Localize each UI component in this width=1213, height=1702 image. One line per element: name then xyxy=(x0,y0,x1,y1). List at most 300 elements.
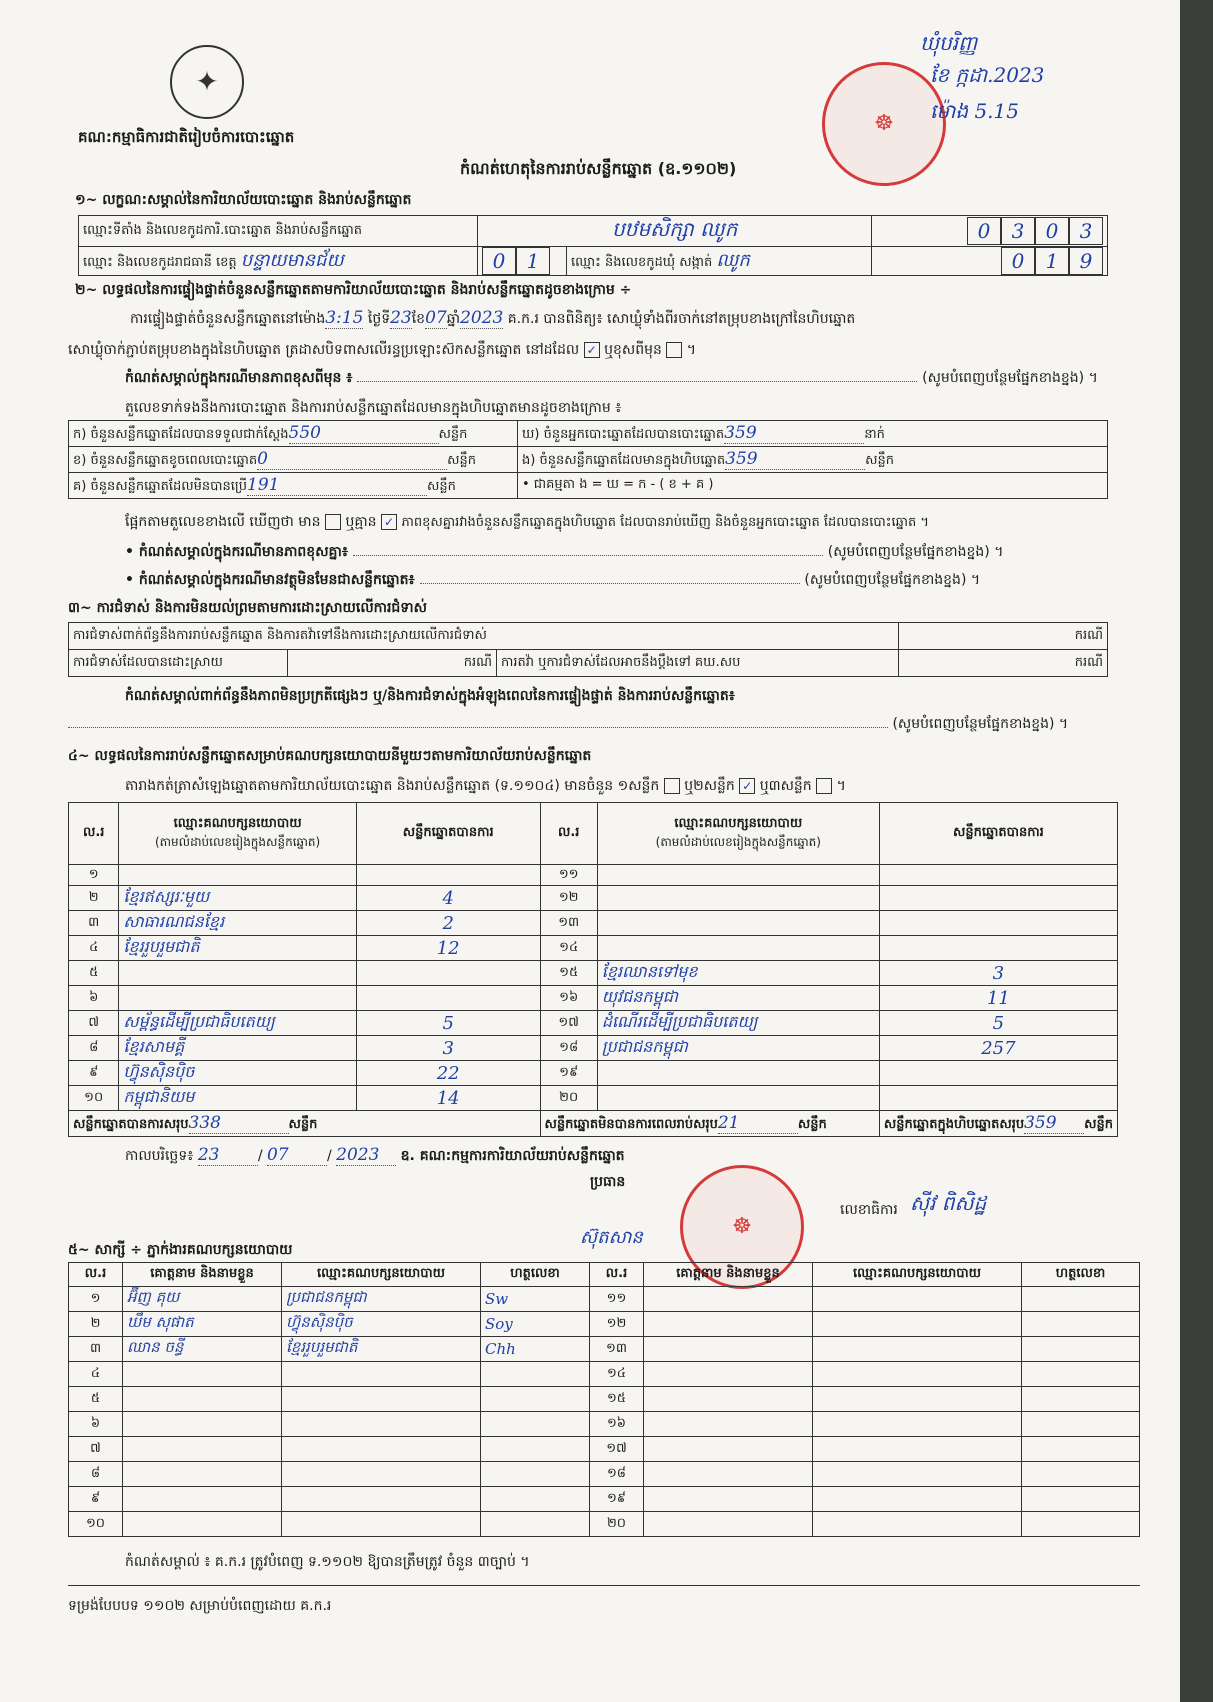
secretary-signature: ស៊ីវ ពិសិដ្ឋ xyxy=(910,1191,987,1215)
code-digit: 0 xyxy=(482,247,516,275)
party-votes: 5 xyxy=(356,1011,540,1036)
party-name xyxy=(597,1061,879,1086)
table-row xyxy=(69,1487,1140,1512)
witness-name xyxy=(644,1287,813,1312)
irregularity-dots xyxy=(68,727,888,728)
table-row xyxy=(69,1036,1118,1061)
row-no: ១៣ xyxy=(590,1337,644,1362)
witness-signature xyxy=(1022,1312,1140,1337)
party-votes: 22 xyxy=(356,1061,540,1086)
verify-month: 07 xyxy=(425,308,447,328)
row-no: ៩ xyxy=(69,1061,119,1086)
row-no: ២ xyxy=(69,886,119,911)
party-votes xyxy=(879,911,1117,936)
row-no: ៨ xyxy=(69,1036,119,1061)
table-row xyxy=(69,986,1118,1011)
total-invalid-value: 21 xyxy=(718,1113,798,1134)
row-no: ៥ xyxy=(69,961,119,986)
witness-signature: Chh xyxy=(481,1337,590,1362)
different-checkbox[interactable] xyxy=(666,342,682,358)
table-row xyxy=(69,1462,1140,1487)
witness-signature: Sw xyxy=(481,1287,590,1312)
w-col-no-right: ល.រ xyxy=(590,1263,644,1287)
unused-label: គ) ចំនួនសន្លឹកឆ្នោតដែលមិនបានប្រើ xyxy=(73,478,247,494)
commune-code xyxy=(872,247,1108,276)
witness-signature xyxy=(481,1362,590,1387)
party-votes: 12 xyxy=(356,936,540,961)
witness-signature xyxy=(1022,1412,1140,1437)
footer-form-id: ទម្រង់បែបបទ ១១០២ សម្រាប់បំពេញដោយ គ.ក.រ xyxy=(68,1598,332,1614)
col-party-right-title: ឈ្មោះគណបក្សនយោបាយ xyxy=(674,816,803,831)
party-votes: 14 xyxy=(356,1086,540,1111)
party-name xyxy=(597,1086,879,1111)
witness-name xyxy=(123,1387,282,1412)
witness-signature xyxy=(1022,1387,1140,1412)
date-day: 23 xyxy=(198,1145,258,1166)
row-no: ៤ xyxy=(69,1362,123,1387)
total-valid-label: សន្លឹកឆ្នោតបានការសរុប xyxy=(73,1116,189,1132)
row-no: ១៥ xyxy=(540,961,597,986)
party-name: ខ្មែរសាមគ្គី xyxy=(119,1036,356,1061)
sign-org: ឧ. គណ:កម្មការការិយាល័យរាប់សន្លឹកឆ្នោត xyxy=(400,1148,625,1164)
witness-signature xyxy=(1022,1487,1140,1512)
party-name xyxy=(119,986,356,1011)
row-no: ១៣ xyxy=(540,911,597,936)
verify-day: 23 xyxy=(390,308,412,328)
row-no: ៩ xyxy=(69,1487,123,1512)
spoiled-value: 0 xyxy=(257,449,447,470)
two-sheet-checkbox[interactable]: ✓ xyxy=(739,778,755,794)
party-votes xyxy=(356,986,540,1011)
table-row xyxy=(69,1337,1140,1362)
witness-name xyxy=(644,1312,813,1337)
section5-heading: ៥~ សាក្សី ÷ ភ្នាក់ងារគណបក្សនយោបាយ xyxy=(68,1242,293,1258)
verify-text-c: ខែ xyxy=(411,311,426,327)
witness-party xyxy=(282,1487,481,1512)
spoiled-label: ខ) ចំនួនសន្លឹកឆ្នោតខូចពេលបោះឆ្នោត xyxy=(73,452,258,468)
code-digit: 0 xyxy=(967,217,1001,245)
resolved-objection: ការជំទាស់ដែលបានដោះស្រាយ xyxy=(69,650,288,677)
row-no: ១៧ xyxy=(540,1011,597,1036)
witness-signature xyxy=(481,1512,590,1537)
inbox-label: ង) ចំនួនសន្លឹកឆ្នោតដែលមានក្នុងហិបឆ្នោត xyxy=(522,452,726,468)
row-no: ២០ xyxy=(590,1512,644,1537)
table-row xyxy=(69,1011,1118,1036)
irregularity-line xyxy=(68,714,1108,735)
witness-party: ខ្មែររួបរួមជាតិ xyxy=(282,1337,481,1362)
party-votes: 4 xyxy=(356,886,540,911)
witness-signature xyxy=(481,1487,590,1512)
witness-signature xyxy=(1022,1287,1140,1312)
unused-ballots xyxy=(69,473,518,499)
witness-party: ហ៊្វុនស៊ិនប៉ិច xyxy=(282,1312,481,1337)
location-value: បឋមសិក្សា ឈូក xyxy=(478,216,872,247)
witness-table xyxy=(68,1262,1140,1537)
total-valid-unit: សន្លឹក xyxy=(288,1116,318,1132)
witness-party xyxy=(813,1312,1022,1337)
witness-party xyxy=(813,1362,1022,1387)
witness-name xyxy=(123,1487,282,1512)
chair-label: ប្រធាន xyxy=(590,1174,626,1190)
witness-name xyxy=(644,1487,813,1512)
unused-unit: សន្លឹក xyxy=(427,478,456,494)
voters-voted xyxy=(518,421,1108,447)
col-party-left xyxy=(119,803,356,865)
table-row xyxy=(69,886,1118,911)
col-votes-left: សន្លឹកឆ្នោតបានការ xyxy=(356,803,540,865)
same-checkbox[interactable]: ✓ xyxy=(584,342,600,358)
location-label: ឈ្មោះទីតាំង និងលេខកូដការិ.បោះឆ្នោត និងរាប់សន្លឹកឆ្នោត xyxy=(79,216,478,247)
note-diff xyxy=(125,368,1105,389)
witness-signature xyxy=(481,1437,590,1462)
witness-party xyxy=(282,1362,481,1387)
row-no: ១៦ xyxy=(590,1412,644,1437)
party-votes: 5 xyxy=(879,1011,1117,1036)
witness-party xyxy=(813,1487,1022,1512)
row-no: ៦ xyxy=(69,1412,123,1437)
party-name: ខ្មែររួបរួមជាតិ xyxy=(119,936,356,961)
three-sheet-checkbox[interactable] xyxy=(816,778,832,794)
table-row xyxy=(69,911,1118,936)
party-votes xyxy=(879,886,1117,911)
w-col-sign-right: ហត្ថលេខា xyxy=(1022,1263,1140,1287)
row-no: ៥ xyxy=(69,1387,123,1412)
witness-signature xyxy=(1022,1337,1140,1362)
note-diff-line xyxy=(357,381,917,382)
section1-heading: ១~ លក្ខណ:សម្គាល់នៃការិយាល័យបោះឆ្នោត និងរាប់សន្លឹកឆ្នោត xyxy=(75,192,412,208)
witness-signature xyxy=(1022,1512,1140,1537)
witness-signature xyxy=(481,1387,590,1412)
witness-signature xyxy=(1022,1437,1140,1462)
verify-line-2: សោឃ្លុំចាក់ភ្ជាប់តម្រុបខាងក្នុងនៃហិបឆ្នោត ត្រដាសបិទពាសលើរន្ធប្រឡោះស៊កសន្លឹកឆ្នោត នៅដដែល ✓ ឬខុសពីមុន ។ xyxy=(68,342,697,358)
commune-label-text: ឈ្មោះ និងលេខកូដឃុំ សង្កាត់ xyxy=(571,254,713,270)
fill-more-3: (សូមបំពេញបន្ថែមផ្នែកខាងខ្នង) ។ xyxy=(804,572,981,588)
difference-text: ផ្អែកតាមតួលេខខាងលើ ឃើញថា មាន xyxy=(125,514,321,530)
witness-name xyxy=(123,1512,282,1537)
page-title: កំណត់ហេតុនៃការរាប់សន្លឹកឆ្នោត (ឧ.១១០២) xyxy=(460,159,737,178)
row-no: ១៤ xyxy=(540,936,597,961)
w-col-sign-left: ហត្ថលេខា xyxy=(481,1263,590,1287)
results-table xyxy=(68,802,1118,1137)
total-valid xyxy=(69,1111,541,1137)
code-digit: 1 xyxy=(516,247,550,275)
witness-name xyxy=(123,1462,282,1487)
witness-name xyxy=(644,1437,813,1462)
witness-name: ឃឹម សុផាត xyxy=(123,1312,282,1337)
witness-signature xyxy=(1022,1462,1140,1487)
handwritten-note-2: ខែ ក្កដា.2023 xyxy=(930,63,1045,87)
commune-label xyxy=(567,247,872,276)
inbox-value: 359 xyxy=(725,449,865,470)
party-votes xyxy=(879,1086,1117,1111)
party-name xyxy=(597,865,879,886)
verify-year: 2023 xyxy=(460,308,504,328)
party-name: ខ្មែរឥស្សរៈមួយ xyxy=(119,886,356,911)
table-row xyxy=(69,936,1118,961)
witness-party xyxy=(282,1462,481,1487)
verify-time: 3:15 xyxy=(325,308,364,328)
handwritten-note-3: ម៉ោង 5.15 xyxy=(930,99,1019,123)
w-col-name-right: គោត្តនាម និងនាមខ្លួន xyxy=(644,1263,813,1287)
no-difference-label: ឬគ្មាន xyxy=(345,514,377,530)
witness-signature xyxy=(1022,1362,1140,1387)
witness-party: ប្រជាជនកម្ពុជា xyxy=(282,1287,481,1312)
code-digit: 1 xyxy=(1035,247,1069,275)
resolved-unit: ករណី xyxy=(288,650,497,677)
bullet-2-line xyxy=(420,583,800,584)
party-votes: 257 xyxy=(879,1036,1117,1061)
table-row xyxy=(69,1362,1140,1387)
commune-value: ឈូក xyxy=(716,249,750,271)
table-row xyxy=(69,865,1118,886)
party-name: យុវជនកម្ពុជា xyxy=(597,986,879,1011)
table-row xyxy=(69,1437,1140,1462)
row-no: ១ xyxy=(69,1287,123,1312)
table-row xyxy=(69,1061,1118,1086)
witness-party xyxy=(813,1437,1022,1462)
row-no: ២០ xyxy=(540,1086,597,1111)
province-value: បន្ទាយមានជ័យ xyxy=(240,249,344,271)
code-digit: 0 xyxy=(1035,217,1069,245)
total-invalid-unit: សន្លឹក xyxy=(797,1116,827,1132)
party-votes xyxy=(879,1061,1117,1086)
witness-party xyxy=(813,1412,1022,1437)
total-box xyxy=(879,1111,1117,1137)
col-votes-right: សន្លឹកឆ្នោតបានការ xyxy=(879,803,1117,865)
fill-more-1: (សូមបំពេញបន្ថែមផ្នែកខាងខ្នង) ។ xyxy=(922,370,1098,386)
witness-party xyxy=(813,1512,1022,1537)
code-digit: 0 xyxy=(1001,247,1035,275)
row-no: ១៨ xyxy=(590,1462,644,1487)
ballots-in-box xyxy=(518,447,1108,473)
unused-value: 191 xyxy=(247,475,427,496)
table-row xyxy=(69,1387,1140,1412)
verify-text-line2: សោឃ្លុំចាក់ភ្ជាប់តម្រុបខាងក្នុងនៃហិបឆ្នោត ត្រដាសបិទពាសលើរន្ធប្រឡោះស៊កសន្លឹកឆ្នោត នៅដដែល xyxy=(68,342,580,358)
w-col-no-left: ល.រ xyxy=(69,1263,123,1287)
table-row xyxy=(69,961,1118,986)
witness-party xyxy=(813,1462,1022,1487)
witness-party xyxy=(282,1437,481,1462)
one-sheet-checkbox[interactable] xyxy=(664,778,680,794)
sign-date: កាលបរិច្ឆេទ៖ 23 / 07 / 2023 ឧ. គណ:កម្មការការិយាល័យរាប់សន្លឹកឆ្នោត xyxy=(125,1145,625,1165)
appeal-unit: ករណី xyxy=(899,650,1108,677)
witness-party xyxy=(282,1512,481,1537)
witness-name xyxy=(123,1437,282,1462)
official-stamp-top: ☸ xyxy=(822,62,946,186)
row-no: ១៩ xyxy=(540,1061,597,1086)
row-no: ៤ xyxy=(69,936,119,961)
party-name: សម្ព័ន្ធដើម្បីប្រជាធិបតេយ្យ xyxy=(119,1011,356,1036)
fill-more-2: (សូមបំពេញបន្ថែមផ្នែកខាងខ្នង) ។ xyxy=(827,544,1004,560)
witness-name xyxy=(644,1412,813,1437)
party-votes xyxy=(879,865,1117,886)
witness-name xyxy=(644,1512,813,1537)
party-name: ខ្មែរឈានទៅមុខ xyxy=(597,961,879,986)
location-code xyxy=(872,216,1108,247)
difference-line xyxy=(125,512,929,533)
results-rows xyxy=(69,865,1118,1111)
received-unit: សន្លឹក xyxy=(438,426,468,442)
witness-party xyxy=(282,1412,481,1437)
row-no: ១២ xyxy=(540,886,597,911)
party-name: ប្រជាជនកម្ពុជា xyxy=(597,1036,879,1061)
same-label: ឬខុសពីមុន xyxy=(604,342,662,358)
formula: • ជាគម្មតា ង = ឃ = ក - ( ខ + គ ) xyxy=(518,473,1108,499)
table-row xyxy=(69,1086,1118,1111)
section2-heading: ២~ លទ្ធផលនៃការផ្ទៀងផ្ទាត់ចំនួនសន្លឹកឆ្នោតតាមការិយាល័យបោះឆ្នោត និងរាប់សន្លឹកឆ្នោតដូចខាងក្រោម ÷ xyxy=(75,282,632,298)
section3-heading: ៣~ ការជំទាស់ និងការមិនយល់ព្រមតាមការដោះស្រាយលើការជំទាស់ xyxy=(68,600,427,616)
col-no-right: ល.រ xyxy=(540,803,597,865)
location-table xyxy=(78,215,1108,276)
total-box-label: សន្លឹកឆ្នោតក្នុងហិបឆ្នោតសរុប xyxy=(883,1116,1025,1132)
secretary-label: លេខាធិការ xyxy=(840,1202,898,1218)
row-no: ១១ xyxy=(590,1287,644,1312)
objection-unit-1: ករណី xyxy=(899,623,1108,650)
received-label: ក) ចំនួនសន្លឹកឆ្នោតដែលបានទទួលជាក់ស្តែង xyxy=(73,426,289,442)
verify-text-a: ការផ្ទៀងផ្ទាត់ចំនួនសន្លឹកឆ្នោតនៅម៉ោង xyxy=(130,311,326,327)
w-col-party-right: ឈ្មោះគណបក្សនយោបាយ xyxy=(813,1263,1022,1287)
total-invalid-label: សន្លឹកឆ្នោតមិនបានការពេលរាប់សរុប xyxy=(544,1116,718,1132)
party-votes: 3 xyxy=(356,1036,540,1061)
date-month: 07 xyxy=(267,1145,327,1166)
no-difference-checkbox[interactable]: ✓ xyxy=(381,514,397,530)
row-no: ១៩ xyxy=(590,1487,644,1512)
difference-rest: ភាពខុសគ្នារវាងចំនួនសន្លឹកឆ្នោតក្នុងហិបឆ្នោត ដែលបានរាប់ឃើញ និងចំនួនអ្នកបោះឆ្នោត ដែលបានបោះឆ្នោត ។ xyxy=(401,515,929,530)
bullet-note-1 xyxy=(125,542,1105,563)
row-no: ៣ xyxy=(69,1337,123,1362)
province-label-text: ឈ្មោះ និងលេខកូដរាជធានី ខេត្ត xyxy=(83,254,237,270)
code-digit: 3 xyxy=(1001,217,1035,245)
col-party-left-title: ឈ្មោះគណបក្សនយោបាយ xyxy=(173,816,302,831)
row-no: ៧ xyxy=(69,1011,119,1036)
received-value: 550 xyxy=(289,423,439,444)
row-no: ១៨ xyxy=(540,1036,597,1061)
bullet-1-text: • កំណត់សម្គាល់ក្នុងករណីមានភាពខុសគ្នា៖ xyxy=(125,544,349,560)
witness-name: ឈាន ចន្ធី xyxy=(123,1337,282,1362)
inbox-unit: សន្លឹក xyxy=(865,452,895,468)
witness-party xyxy=(813,1287,1022,1312)
party-name xyxy=(119,961,356,986)
table-row xyxy=(69,1412,1140,1437)
total-box-unit: សន្លឹក xyxy=(1084,1116,1113,1132)
party-votes: 11 xyxy=(879,986,1117,1011)
row-no: ១០ xyxy=(69,1086,119,1111)
witness-party xyxy=(282,1387,481,1412)
figures-intro: តួលេខទាក់ទងនឹងការបោះឆ្នោត និងការរាប់សន្លឹកឆ្នោតដែលមានក្នុងហិបឆ្នោតមានដូចខាងក្រោម ៖ xyxy=(125,400,622,416)
tally-intro: តារាងកត់ត្រាសំឡេងឆ្នោតតាមការិយាល័យបោះឆ្នោត និងរាប់សន្លឹកឆ្នោត (ទ.១១០៤) មានចំនួន ១សន្លឹក xyxy=(125,778,660,794)
province-label xyxy=(79,247,478,276)
objection-table xyxy=(68,622,1108,677)
verify-text-b: ថ្ងៃទី xyxy=(367,311,391,327)
party-name xyxy=(119,865,356,886)
row-no: ១៧ xyxy=(590,1437,644,1462)
party-name: ហ៊្វុនស៊ិនប៉ិច xyxy=(119,1061,356,1086)
party-votes: 3 xyxy=(879,961,1117,986)
row-no: ១២ xyxy=(590,1312,644,1337)
emblem-icon: ✦ xyxy=(170,45,244,119)
chair-signature: ស៊ុតសាន xyxy=(580,1227,643,1248)
col-party-right-sub: (តាមលំដាប់លេខរៀងក្នុងសន្លឹកឆ្នោត) xyxy=(655,835,821,849)
figures-table xyxy=(68,420,1108,499)
handwritten-note-1: ឃុំបរិញ្ញ xyxy=(920,31,978,55)
footer-note: កំណត់សម្គាល់ ៖ គ.ក.រ ត្រូវបំពេញ ទ.១១០២ ឱ្យបានត្រឹមត្រូវ ចំនួន ៣ច្បាប់ ។ xyxy=(125,1554,530,1570)
row-no: ១១ xyxy=(540,865,597,886)
objection-row-1: ការជំទាស់ពាក់ព័ន្ធនឹងការរាប់សន្លឹកឆ្នោត និងការតវ៉ាទៅនឹងការដោះស្រាយលើការជំទាស់ xyxy=(69,623,899,650)
w-col-name-left: គោត្តនាម និងនាមខ្លួន xyxy=(123,1263,282,1287)
date-year: 2023 xyxy=(336,1145,396,1166)
witness-name: អ៊ីញ គុយ xyxy=(123,1287,282,1312)
bullet-note-2 xyxy=(125,570,1105,591)
party-votes xyxy=(356,865,540,886)
witness-name xyxy=(123,1362,282,1387)
note-diff-label: កំណត់សម្គាល់ក្នុងករណីមានភាពខុសពីមុន ៖ xyxy=(125,370,353,386)
witness-signature: Soy xyxy=(481,1312,590,1337)
witness-rows xyxy=(69,1287,1140,1537)
party-name: កម្ពុជានិយម xyxy=(119,1086,356,1111)
row-no: ៨ xyxy=(69,1462,123,1487)
voters-label: ឃ) ចំនួនអ្នកបោះឆ្នោតដែលបានបោះឆ្នោត xyxy=(522,426,725,442)
two-sheet-label: ឬ២សន្លឹក xyxy=(684,778,735,794)
verify-line-1 xyxy=(130,308,855,330)
table-row xyxy=(69,1512,1140,1537)
tally-sheet-count: តារាងកត់ត្រាសំឡេងឆ្នោតតាមការិយាល័យបោះឆ្នោត និងរាប់សន្លឹកឆ្នោត (ទ.១១០៤) មានចំនួន ១សន្លឹក ឬ២សន្លឹក ✓ ឬ៣សន្លឹក ។ xyxy=(125,778,846,794)
bullet-2-text: • កំណត់សម្គាល់ក្នុងករណីមានវត្ថុមិនមែនជាសន្លឹកឆ្នោត៖ xyxy=(125,572,415,588)
received-ballots xyxy=(69,421,518,447)
party-name: ដំណើរដើម្បីប្រជាធិបតេយ្យ xyxy=(597,1011,879,1036)
witness-name xyxy=(644,1387,813,1412)
verify-text-e: គ.ក.រ បានពិនិត្យ៖ សោឃ្លុំទាំងពីរចាក់នៅតម្រុបខាងក្រៅនៃហិបឆ្នោត xyxy=(507,311,856,327)
official-stamp-bottom: ☸ xyxy=(680,1165,804,1289)
party-votes: 2 xyxy=(356,911,540,936)
appeal-objection: ការតវ៉ា ឬការជំទាស់ដែលអាចនឹងប្តឹងទៅ គឃ.សប xyxy=(497,650,899,677)
code-digit: 3 xyxy=(1069,217,1103,245)
col-no-left: ល.រ xyxy=(69,803,119,865)
witness-name xyxy=(644,1462,813,1487)
table-row xyxy=(69,1287,1140,1312)
party-name xyxy=(597,911,879,936)
date-label: កាលបរិច្ឆេទ៖ xyxy=(125,1148,194,1164)
total-invalid xyxy=(540,1111,879,1137)
voters-unit: នាក់ xyxy=(864,426,885,442)
row-no: ២ xyxy=(69,1312,123,1337)
witness-name xyxy=(644,1337,813,1362)
total-box-value: 359 xyxy=(1024,1113,1084,1134)
witness-name xyxy=(644,1362,813,1387)
spoiled-ballots xyxy=(69,447,518,473)
has-difference-checkbox[interactable] xyxy=(325,514,341,530)
party-name: សាធារណជនខ្មែរ xyxy=(119,911,356,936)
witness-signature xyxy=(481,1462,590,1487)
party-name xyxy=(597,886,879,911)
witness-name xyxy=(123,1412,282,1437)
party-name xyxy=(597,936,879,961)
col-party-right xyxy=(597,803,879,865)
irregularity-note: កំណត់សម្គាល់ពាក់ព័ន្ធនឹងភាពមិនប្រក្រតីផ្សេងៗ ឬ/និងការជំទាស់ក្នុងអំឡុងពេលនៃការផ្ទៀងផ្ទាត់ និងការរាប់សន្លឹកឆ្នោត៖ xyxy=(125,688,735,704)
row-no: ៣ xyxy=(69,911,119,936)
section4-heading: ៤~ លទ្ធផលនៃការរាប់សន្លឹកឆ្នោតសម្រាប់គណបក្សនយោបាយនីមួយៗតាមការិយាល័យរាប់សន្លឹកឆ្នោត xyxy=(68,748,592,764)
footer-divider xyxy=(68,1585,1140,1586)
row-no: ១៥ xyxy=(590,1387,644,1412)
witness-party xyxy=(813,1337,1022,1362)
committee-name: គណ:កម្មាធិការជាតិរៀបចំការបោះឆ្នោត xyxy=(78,128,295,146)
verify-text-d: ឆ្នាំ xyxy=(446,311,461,327)
province-code xyxy=(478,247,567,276)
code-digit: 9 xyxy=(1069,247,1103,275)
total-valid-value: 338 xyxy=(189,1113,289,1134)
party-votes xyxy=(356,961,540,986)
three-sheet-label: ឬ៣សន្លឹក xyxy=(759,778,812,794)
voters-value: 359 xyxy=(724,423,864,444)
